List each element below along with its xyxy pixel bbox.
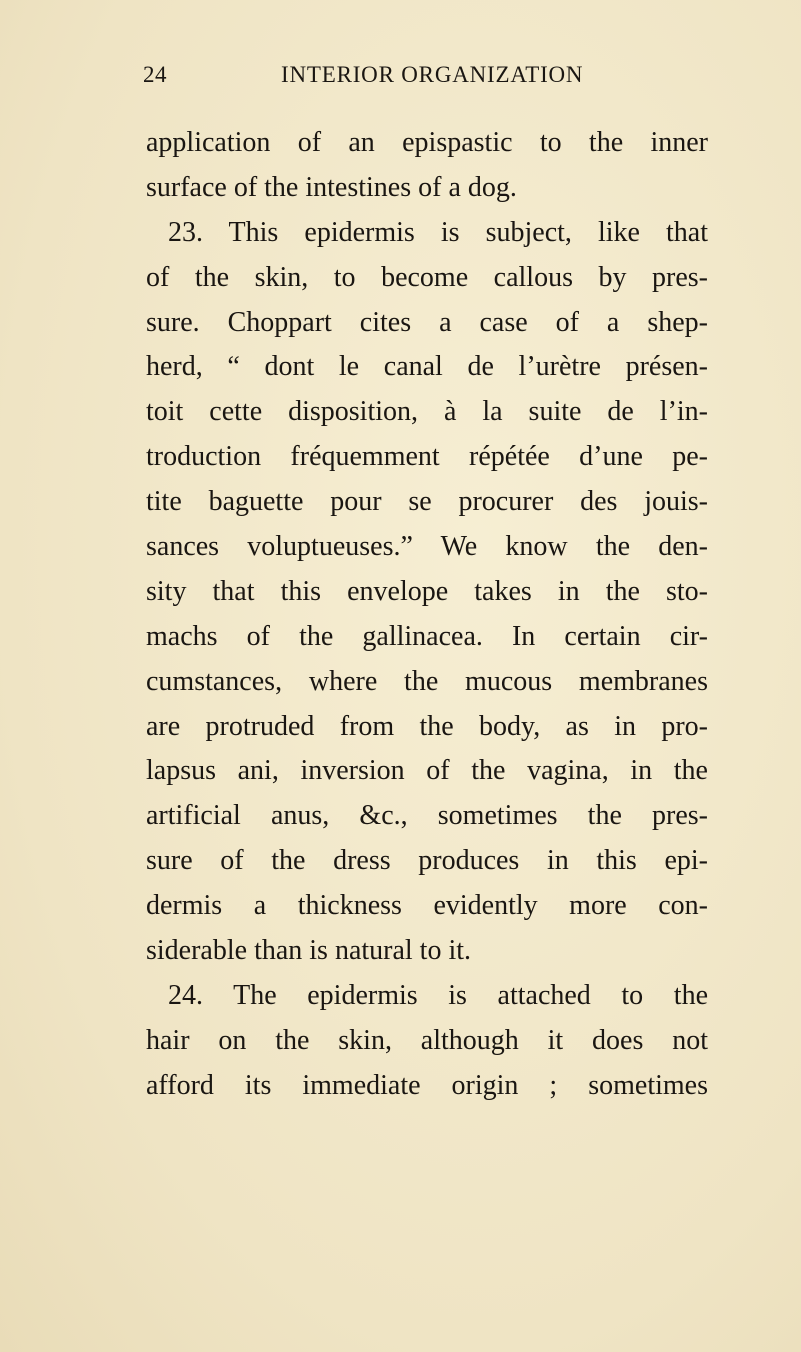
text-line: toit cette disposition, à la suite de l’in- — [146, 396, 708, 428]
page-number: 24 — [143, 62, 167, 87]
text-line: of the skin, to become callous by pres- — [146, 261, 708, 293]
text-line: application of an epispastic to the inner — [146, 127, 708, 158]
text-line: troduction fréquemment répétée d’une pe- — [146, 441, 708, 473]
text-line: siderable than is natural to it. — [146, 935, 472, 967]
text-line: sure of the dress produces in this epi- — [146, 845, 708, 877]
text-line: lapsus ani, inversion of the vagina, in the — [146, 755, 708, 787]
text-line: herd, “ dont le canal de l’urètre présen- — [146, 351, 708, 383]
running-head — [143, 62, 703, 96]
body-text — [146, 121, 708, 1109]
text-line: dermis a thickness evidently more con- — [146, 890, 708, 922]
text-line: surface of the intestines of a dog. — [146, 171, 517, 203]
text-line: afford its immediate origin ; sometimes — [146, 1069, 708, 1101]
text-line: are protruded from the body, as in pro- — [146, 710, 708, 742]
running-title: INTERIOR ORGANIZATION — [281, 62, 584, 87]
paragraph-24-start: 24. The epidermis is attached to the — [168, 979, 708, 1011]
text-line: tite baguette pour se procurer des jouis- — [146, 486, 708, 518]
text-line: machs of the gallinacea. In certain cir- — [146, 620, 708, 652]
text-line: sity that this envelope takes in the sto- — [146, 575, 708, 607]
text-line: sances voluptueuses.” We know the den- — [146, 531, 708, 563]
text-line: hair on the skin, although it does not — [146, 1024, 708, 1056]
paragraph-23-start: 23. This epidermis is subject, like that — [168, 216, 708, 248]
text-line: cumstances, where the mucous membranes — [146, 665, 708, 697]
text-line: sure. Choppart cites a case of a shep- — [146, 306, 708, 338]
text-line: artificial anus, &c., sometimes the pres- — [146, 800, 708, 832]
